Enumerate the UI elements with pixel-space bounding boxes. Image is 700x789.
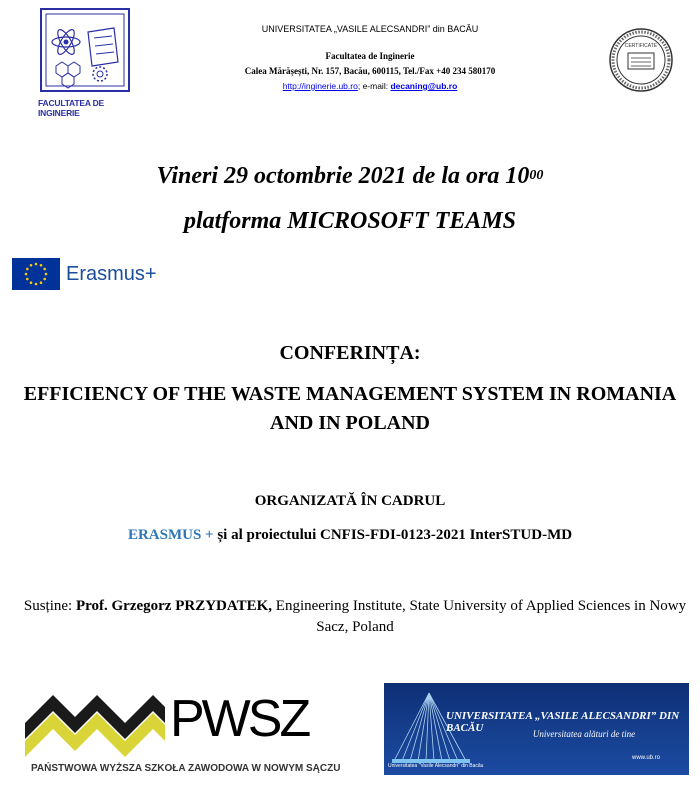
faculty-logo: [38, 8, 136, 118]
faculty-logo-caption: FACULTATEA DE INGINERIE: [38, 98, 105, 118]
faculty-logo-emblem: [40, 8, 130, 92]
faculty-name: Facultatea de Inginerie: [325, 51, 415, 61]
banner-website: www.ub.ro: [632, 755, 661, 761]
banner-logo-text: Universitatea "Vasile Alecsandri" din Bacău: [388, 763, 484, 769]
event-date-text: Vineri 29 octombrie 2021 de la ora 10: [156, 163, 530, 189]
project-name: și al proiectului CNFIS-FDI-0123-2021 InterSTUD-MD: [213, 527, 573, 543]
pwsz-logo: [25, 683, 360, 778]
pwsz-wordmark: PWSZ: [170, 690, 309, 748]
speaker-line: [20, 596, 690, 638]
conference-title: EFFICIENCY OF THE WASTE MANAGEMENT SYSTEM IN ROMANIA AND IN POLAND: [23, 383, 677, 434]
eu-flag-icon: [12, 258, 60, 290]
project-line: [0, 527, 700, 544]
contact-line: [170, 79, 570, 94]
faculty-address: Calea Mărășești, Nr. 157, Bacău, 600115, Tel./Fax +40 234 580170: [244, 66, 496, 76]
certification-seal: [608, 27, 674, 93]
banner-title: UNIVERSITATEA „VASILE ALECSANDRI” DIN BACĂU: [446, 710, 680, 734]
event-platform: platforma MICROSOFT TEAMS: [183, 208, 517, 234]
speaker-prefix: Susține:: [23, 598, 76, 614]
website-link[interactable]: http://inginerie.ub.ro: [282, 81, 358, 91]
event-time-minutes: 00: [529, 168, 544, 183]
erasmus-logo: [12, 258, 172, 290]
conference-heading: CONFERINȚA:: [279, 342, 421, 364]
speaker-affiliation: Engineering Institute, State University of Applied Sciences in Nowy Sacz, Poland: [272, 598, 687, 635]
email-link[interactable]: decaning@ub.ro: [390, 81, 458, 91]
event-date: [0, 163, 700, 190]
speaker-name: Prof. Grzegorz PRZYDATEK,: [75, 598, 273, 614]
letterhead: [170, 22, 570, 94]
seal-text: CERTIFICATE: [624, 43, 658, 49]
university-name: UNIVERSITATEA „VASILE ALECSANDRI” din BACĂU: [261, 24, 479, 34]
erasmus-program: ERASMUS +: [127, 527, 214, 543]
university-banner: [384, 683, 689, 775]
email-label: ; e-mail:: [357, 81, 391, 91]
erasmus-wordmark: Erasmus+: [66, 263, 157, 285]
pwsz-subtitle: PAŃSTWOWA WYŻSZA SZKOŁA ZAWODOWA W NOWYM SĄCZU: [31, 763, 341, 774]
organized-heading: ORGANIZATĂ ÎN CADRUL: [254, 493, 446, 509]
banner-slogan: Universitatea alături de tine: [532, 729, 636, 739]
pwsz-mountain-icon: [25, 683, 165, 761]
